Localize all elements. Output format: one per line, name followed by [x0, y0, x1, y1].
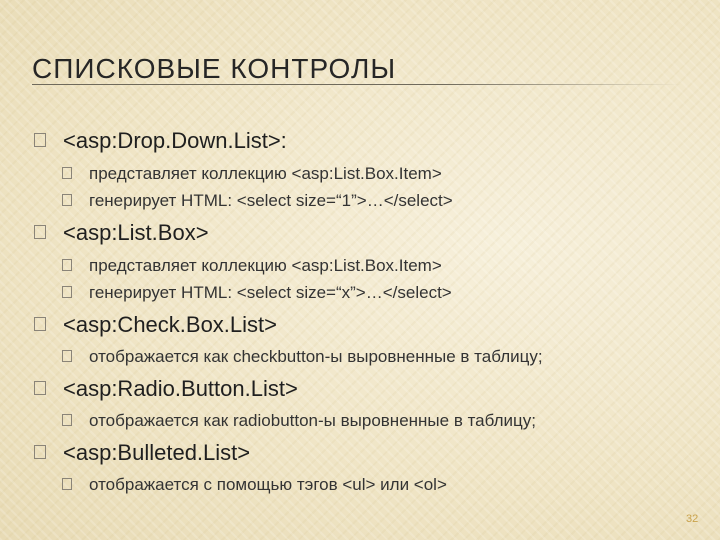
square-bullet-icon — [34, 381, 46, 395]
list-item-label: <asp:Check.Box.List> — [63, 312, 278, 337]
sub-item — [62, 191, 453, 211]
list-item-label: <asp:Radio.Button.List> — [63, 376, 298, 401]
list-item-listbox — [34, 220, 209, 246]
square-bullet-icon — [34, 225, 46, 239]
sub-item — [62, 283, 452, 303]
sub-item-text: генерирует HTML: <select size=“1”>…</select> — [89, 191, 453, 210]
list-item-checkboxlist — [34, 312, 277, 338]
sub-item — [62, 475, 447, 495]
list-item-label: <asp:List.Box> — [63, 220, 209, 245]
sub-item — [62, 411, 536, 431]
square-bullet-icon — [62, 259, 72, 271]
sub-item-text: отображается с помощью тэгов <ul> или <ol> — [89, 475, 447, 494]
list-item-dropdownlist — [34, 128, 287, 154]
square-bullet-icon — [62, 350, 72, 362]
sub-item-text: отображается как checkbutton-ы выровненные в таблицу; — [89, 347, 543, 366]
list-item-label: <asp:Bulleted.List> — [63, 440, 251, 465]
page-number: 32 — [686, 513, 699, 525]
sub-item — [62, 164, 442, 184]
slide-title: СПИСКОВЫЕ КОНТРОЛЫ — [32, 53, 397, 84]
sub-item-text: генерирует HTML: <select size=“x”>…</select> — [89, 283, 452, 302]
sub-item-text: отображается как radiobutton-ы выровненные в таблицу; — [89, 411, 536, 430]
sub-item-text: представляет коллекцию <asp:List.Box.Item> — [89, 164, 442, 183]
title-underline-fade — [442, 84, 682, 85]
square-bullet-icon — [62, 478, 72, 490]
square-bullet-icon — [34, 317, 46, 331]
list-item-bulletedlist — [34, 440, 250, 466]
square-bullet-icon — [34, 133, 46, 147]
sub-item — [62, 256, 442, 276]
list-item-radiobuttonlist — [34, 376, 298, 402]
square-bullet-icon — [62, 286, 72, 298]
sub-item — [62, 347, 543, 367]
list-item-label: <asp:Drop.Down.List>: — [63, 128, 287, 153]
square-bullet-icon — [62, 194, 72, 206]
square-bullet-icon — [34, 445, 46, 459]
square-bullet-icon — [62, 414, 72, 426]
square-bullet-icon — [62, 167, 72, 179]
title-underline — [32, 84, 442, 85]
sub-item-text: представляет коллекцию <asp:List.Box.Item> — [89, 256, 442, 275]
